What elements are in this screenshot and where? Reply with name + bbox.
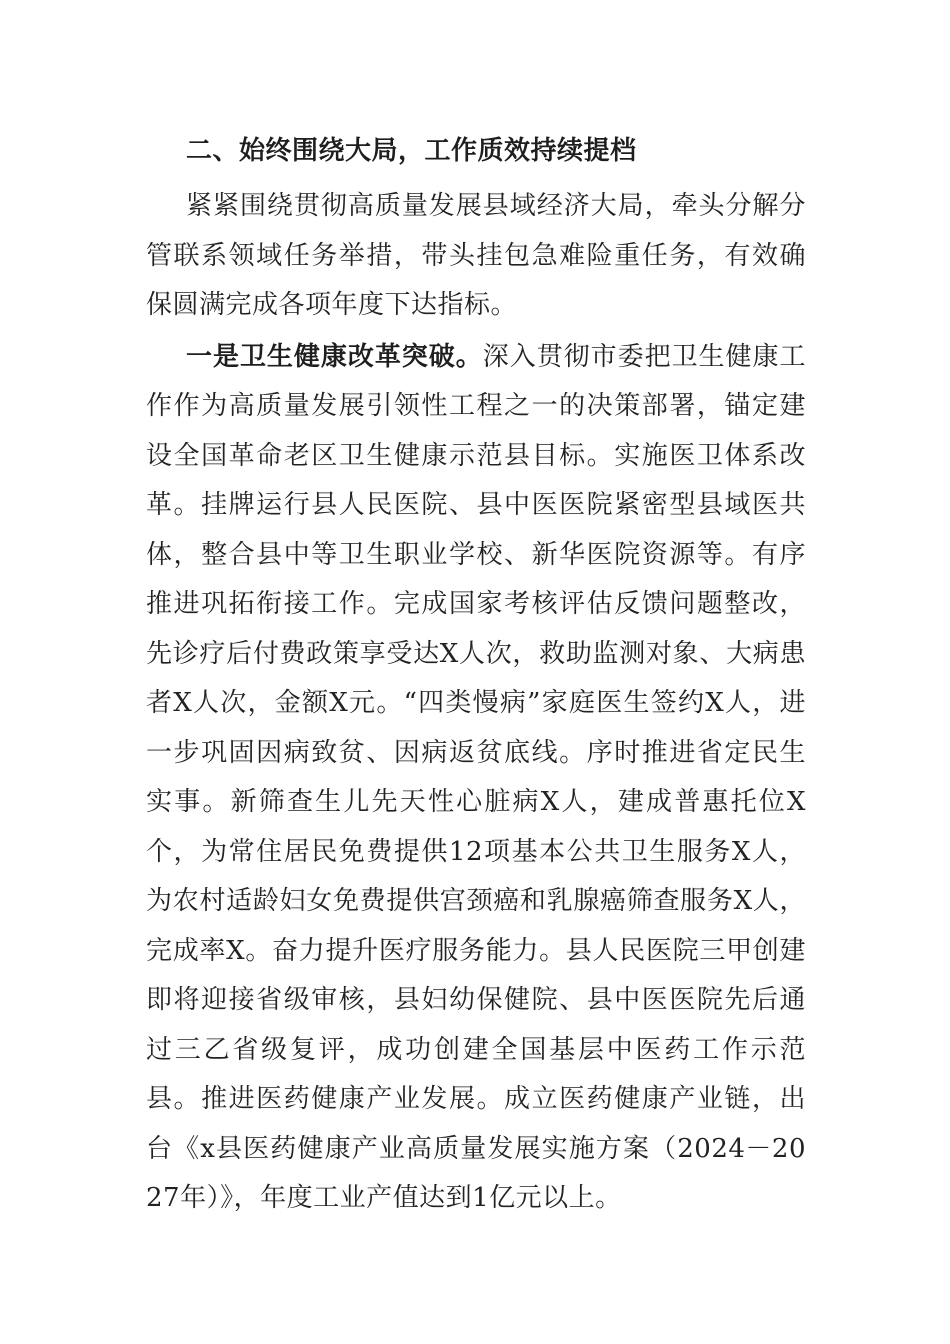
document-body <box>146 128 806 1224</box>
item-lead: 一是卫生健康改革突破。 <box>186 341 483 372</box>
item-body: 深入贯彻市委把卫生健康工作作为高质量发展引领性工程之一的决策部署，锚定建设全国革命老区卫生健康示范县目标。实施医卫体系改革。挂牌运行县人民医院、县中医医院紧密型县域医共体，整合县中等卫生职业学校、新华医院资源等。有序推进巩拓衔接工作。完成国家考核评估反馈问题整改，先诊疗后付费政策享受达X人次，救助监测对象、大病患者X人次，金额X元。“四类慢病”家庭医生签约X人，进一步巩固因病致贫、因病返贫底线。序时推进省定民生实事。新筛查生儿先天性心脏病X人，建成普惠托位X个，为常住居民免费提供12项基本公共卫生服务X人，为农村适龄妇女免费提供宫颈癌和乳腺癌筛查服务X人，完成率X。奋力提升医疗服务能力。县人民医院三甲创建即将迎接省级审核，县妇幼保健院、县中医医院先后通过三乙省级复评，成功创建全国基层中医药工作示范县。推进医药健康产业发展。成立医药健康产业链，出台《x县医药健康产业高质量发展实施方案（2024－2027年）》，年度工业产值达到1亿元以上。 <box>146 341 806 1213</box>
section-heading: 二、始终围绕大局，工作质效持续提档 <box>186 136 637 166</box>
intro-paragraph: 紧紧围绕贯彻高质量发展县域经济大局，牵头分解分管联系领域任务举措，带头挂包急难险重任务，有效确保圆满完成各项年度下达指标。 <box>146 191 806 320</box>
item-paragraph <box>146 333 806 1224</box>
